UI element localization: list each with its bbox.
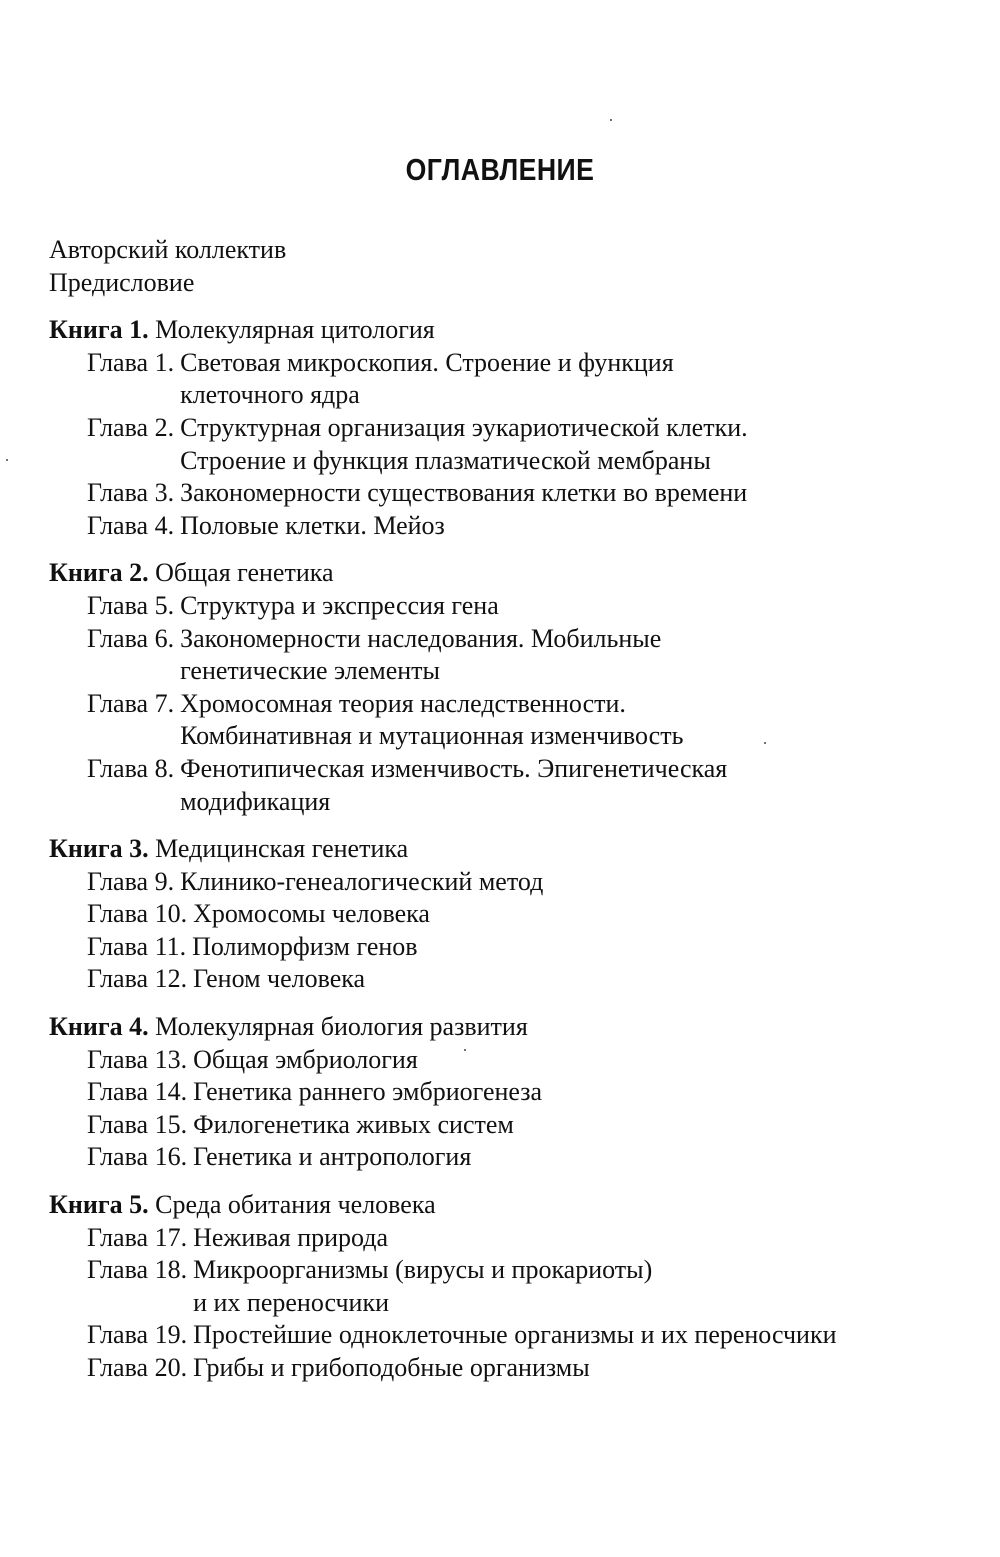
chapter-title [180, 623, 979, 688]
chapter-entry[interactable] [49, 590, 979, 623]
chapter-title [180, 866, 979, 899]
chapter-title-line: Филогенетика живых систем [193, 1109, 514, 1139]
chapter-title-line: Генетика раннего эмбриогенеза [193, 1077, 543, 1107]
chapter-title-line: модификация [180, 786, 331, 816]
chapter-title [180, 510, 979, 543]
chapter-entry[interactable] [49, 753, 979, 818]
chapter-title-line: Геном человека [193, 964, 366, 994]
book-heading[interactable] [49, 314, 979, 347]
chapter-title-line: Клинико-генеалогический метод [180, 866, 544, 896]
chapter-entry[interactable] [49, 1076, 979, 1109]
chapter-title [193, 1109, 979, 1142]
book-section [49, 557, 979, 818]
front-matter-item[interactable]: Предисловие [49, 267, 195, 297]
book-section [49, 1189, 979, 1385]
chapter-title-line: Неживая природа [193, 1222, 389, 1252]
chapter-entry[interactable] [49, 347, 979, 412]
front-matter-item[interactable]: Авторский коллектив [49, 235, 287, 264]
chapter-entry[interactable] [49, 412, 979, 477]
chapter-title-line: Хромосомная теория наследственности. [180, 688, 626, 718]
scan-speck [764, 742, 766, 744]
book-label: Книга 1. [49, 315, 149, 345]
book-title: Молекулярная цитология [155, 315, 435, 345]
chapter-title [180, 753, 979, 818]
chapter-title-line: Структура и экспрессия гена [180, 590, 499, 620]
chapter-title-line: Световая микроскопия. Строение и функция [180, 347, 674, 377]
chapter-label: Глава 17. [87, 1222, 188, 1252]
chapter-title [193, 963, 979, 996]
chapter-label: Глава 13. [87, 1044, 188, 1074]
chapter-title [193, 1352, 979, 1385]
chapter-title-line: Комбинативная и мутационная изменчивость [180, 721, 684, 751]
book-title: Медицинская генетика [155, 834, 409, 864]
chapter-entry[interactable] [49, 623, 979, 688]
book-heading[interactable] [49, 1011, 979, 1044]
chapter-title [180, 477, 979, 510]
chapter-title-line: и их переносчики [193, 1287, 390, 1317]
chapter-entry[interactable] [49, 1044, 979, 1077]
chapter-label: Глава 18. [87, 1255, 188, 1285]
chapter-title-line: клеточного ядра [180, 380, 360, 410]
chapter-title-line: Микроорганизмы (вирусы и прокариоты) [193, 1255, 653, 1285]
chapter-title [193, 1141, 979, 1174]
chapter-label: Глава 16. [87, 1142, 188, 1172]
book-heading[interactable] [49, 833, 979, 866]
scan-speck [610, 119, 612, 121]
chapter-title-line: Общая эмбриология [193, 1044, 418, 1074]
book-label: Книга 2. [49, 558, 149, 588]
chapter-title [192, 931, 979, 964]
chapter-title [193, 1254, 979, 1319]
chapter-title-line: Хромосомы человека [193, 899, 430, 929]
book-heading[interactable] [49, 557, 979, 590]
chapter-label: Глава 20. [87, 1353, 188, 1382]
chapter-entry[interactable] [49, 1254, 979, 1319]
book-list [49, 314, 979, 1384]
chapter-entry[interactable] [49, 1222, 979, 1255]
chapter-entry[interactable] [49, 1319, 979, 1352]
chapter-title-line: Простейшие одноклеточные организмы и их переносчики [193, 1320, 837, 1350]
chapter-title-line: Полиморфизм генов [192, 931, 418, 961]
chapter-label: Глава 11. [87, 931, 187, 961]
chapter-title-line: Строение и функция плазматической мембраны [180, 445, 711, 475]
chapter-title-line: Закономерности существования клетки во времени [180, 478, 748, 508]
chapter-label: Глава 6. [87, 623, 175, 653]
chapter-title [193, 1222, 979, 1255]
book-section [49, 833, 979, 996]
chapter-entry[interactable] [49, 510, 979, 543]
chapter-entry[interactable] [49, 688, 979, 753]
chapter-title [193, 1319, 979, 1352]
chapter-entry[interactable] [49, 866, 979, 899]
chapter-entry[interactable] [49, 1109, 979, 1142]
chapter-entry[interactable] [49, 1141, 979, 1174]
chapter-entry[interactable] [49, 931, 979, 964]
chapter-label: Глава 5. [87, 590, 175, 620]
chapter-title [193, 898, 979, 931]
chapter-title-line: генетические элементы [180, 656, 441, 686]
chapter-title-line: Грибы и грибоподобные организмы [193, 1353, 590, 1382]
scan-speck [464, 1049, 466, 1051]
chapter-label: Глава 14. [87, 1077, 188, 1107]
chapter-title-line: Структурная организация эукариотической клетки. [180, 412, 748, 442]
chapter-title [193, 1044, 979, 1077]
chapter-label: Глава 7. [87, 688, 175, 718]
book-title: Общая генетика [155, 558, 334, 588]
chapter-title [193, 1076, 979, 1109]
book-label: Книга 4. [49, 1012, 149, 1042]
chapter-label: Глава 15. [87, 1109, 188, 1139]
chapter-label: Глава 19. [87, 1320, 188, 1350]
scan-speck [6, 459, 8, 461]
chapter-title [180, 688, 979, 753]
chapter-title [180, 590, 979, 623]
chapter-label: Глава 12. [87, 964, 188, 994]
chapter-title-line: Фенотипическая изменчивость. Эпигенетическая [180, 753, 728, 783]
chapter-label: Глава 3. [87, 478, 175, 508]
chapter-entry[interactable] [49, 477, 979, 510]
chapter-title [180, 347, 979, 412]
chapter-label: Глава 8. [87, 753, 175, 783]
chapter-title-line: Закономерности наследования. Мобильные [180, 623, 662, 653]
chapter-label: Глава 1. [87, 347, 175, 377]
chapter-label: Глава 2. [87, 412, 175, 442]
chapter-label: Глава 9. [87, 866, 175, 896]
book-heading[interactable] [49, 1189, 979, 1222]
chapter-title-line: Генетика и антропология [193, 1142, 472, 1172]
front-matter [49, 234, 979, 299]
chapter-label: Глава 4. [87, 510, 175, 540]
chapter-entry[interactable] [49, 963, 979, 996]
chapter-entry[interactable] [49, 1352, 979, 1385]
book-label: Книга 3. [49, 834, 149, 864]
chapter-label: Глава 10. [87, 899, 188, 929]
page-title: ОГЛАВЛЕНИЕ [405, 152, 595, 187]
chapter-entry[interactable] [49, 898, 979, 931]
book-section [49, 314, 979, 542]
book-label: Книга 5. [49, 1190, 149, 1220]
table-of-contents [49, 234, 979, 1385]
book-title: Среда обитания человека [155, 1190, 436, 1220]
chapter-title [180, 412, 979, 477]
book-title: Молекулярная биология развития [155, 1012, 528, 1042]
book-section [49, 1011, 979, 1174]
chapter-title-line: Половые клетки. Мейоз [180, 510, 445, 540]
